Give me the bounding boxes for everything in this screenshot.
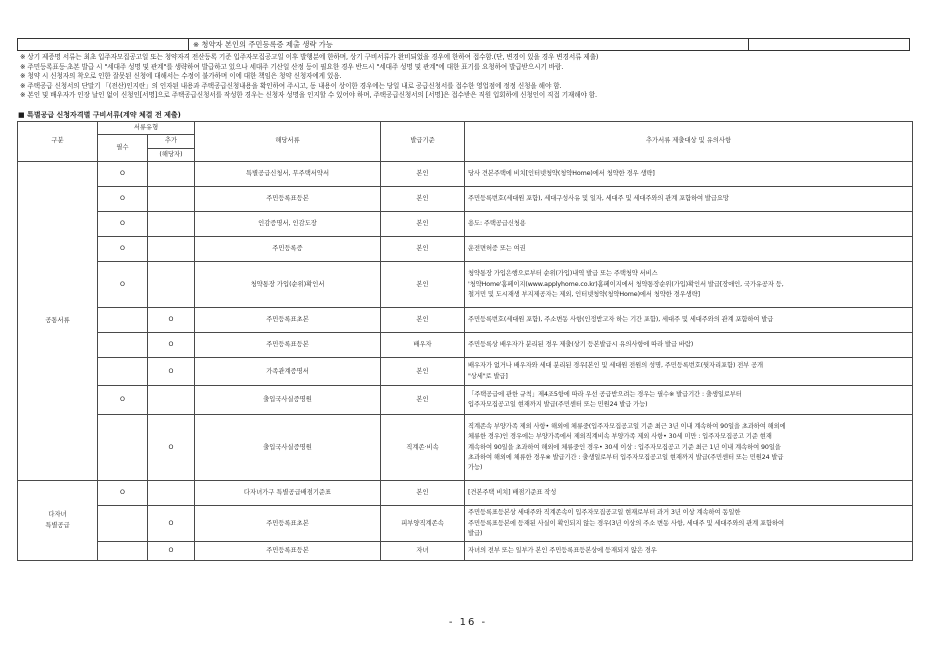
issuer: 본인: [381, 187, 465, 212]
document-name: 주민등록표등본: [195, 187, 381, 212]
documents-table: [17, 121, 913, 561]
required-mark: [98, 506, 148, 542]
document-name: 출입국사실증명원: [195, 386, 381, 415]
note-line: 「주택공급에 관한 규칙」제4조5항에 따라 우선 공급받으려는 경우는 필수※ 발급기간 : 출생일로부터: [468, 390, 742, 398]
category-label: 특별공급: [45, 521, 70, 529]
required-mark: [98, 308, 148, 333]
additional-mark: O: [148, 358, 195, 386]
note-line: 주민등록상 배우자가 분리된 경우 제출(상기 등본발급시 유의사항에 따라 발급 바람): [468, 341, 694, 349]
required-mark: O: [98, 481, 148, 506]
issuer: 직계존·비속: [381, 415, 465, 481]
header-notes: 추가서류 제출대상 및 유의사항: [465, 122, 913, 162]
document-name: 주민등록증: [195, 237, 381, 262]
note-line: [견본주택 비치] 배점기준표 작성: [468, 489, 557, 497]
header-required: 필수: [98, 135, 148, 162]
table-row: [18, 506, 913, 542]
group1-label: [18, 162, 98, 481]
issuer: 본인: [381, 358, 465, 386]
document-name: 출입국사실증명원: [195, 415, 381, 481]
issuer: 본인: [381, 308, 465, 333]
required-mark: [98, 542, 148, 561]
additional-mark: [148, 187, 195, 212]
note-line: 주민등록표등본에 등재된 사실이 확인되지 않는 경우(3년 이상의 주소 변동 사항, 세대주 및 세대주와의 관계 포함하여: [468, 519, 784, 527]
section-title: ■ 특별공급 신청자격별 구비서류(계약 체결 전 제출): [18, 111, 181, 119]
note-line: 자녀의 전부 또는 일부가 본인 주민등록표등본상에 등재되지 않은 경우: [468, 547, 657, 555]
document-name: 주민등록표등본: [195, 542, 381, 561]
note-line: ※ 상기 제증명 서류는 최초 입주자모집공고일 또는 청약자격 전산등록 기준 입주자모집공고일 이후 발행분에 한하며, 상기 구비서류가 완비되었을 경우에 한하여 접수함.(단, 변경이 있을 경우 변경서류 제출): [20, 53, 599, 61]
additional-mark: O: [148, 415, 195, 481]
header-category: 구분: [18, 122, 98, 162]
top-note: ※ 청약자 본인의 주민등록증 제출 생략 가능: [193, 40, 333, 49]
document-name: 가족관계증명서: [195, 358, 381, 386]
required-mark: [98, 358, 148, 386]
required-mark: O: [98, 187, 148, 212]
table-row: [18, 415, 913, 481]
table-row: [18, 358, 913, 386]
notes-cell: [465, 542, 913, 561]
table-row: [18, 237, 913, 262]
category-label: 다자녀: [48, 511, 67, 519]
issuer: 본인: [381, 262, 465, 308]
notes-cell: [465, 506, 913, 542]
document-name: 인감증명서, 인감도장: [195, 212, 381, 237]
issuer: 자녀: [381, 542, 465, 561]
table-row: [18, 212, 913, 237]
additional-mark: [148, 262, 195, 308]
note-line: ※ 주민등록표등·초본 발급 시 "세대주 성명 및 관계"를 생략하여 발급하고 있으나 세대주 기산일 산정 등이 필요한 경우 반드시 "세대주 성명 및 관계"에 대한 표기를 요청하여 발급받으시기 바람.: [20, 62, 564, 71]
note-line: 철거민 및 도시재생 부지제공자는 제외, 인터넷청약(청약Home)에서 청약한 경우생략]: [468, 290, 700, 298]
note-line: 계속하여 90일을 초과하여 해외에 체류중인 경우• 30세 이상 : 입주자모집공고 기준 최근 1년 이내 계속하여 90일을: [468, 443, 781, 451]
notes-block: [20, 53, 920, 101]
note-line: 주민등록표등본상 세대주와 직계존속이 입주자모집공고일 현재로부터 과거 3년 이상 계속하여 동일한: [468, 509, 741, 517]
note-line: ※ 본인 및 배우자가 인장 날인 없이 신청인[서명]으로 주택공급신청서를 작성한 경우는 신청자 성명을 인지할 수 있어야 하며, 주택공급신청서의 [서명]은 접수받은 직원 입회하에 신청인이 직접 기재해야 함.: [20, 91, 598, 100]
notes-cell: [465, 237, 913, 262]
table-body: [18, 162, 913, 561]
header-doc-type: 서류유형: [98, 122, 195, 135]
required-mark: O: [98, 162, 148, 187]
document-name: 주민등록표등본: [195, 333, 381, 358]
table-row: [18, 542, 913, 561]
additional-mark: [148, 481, 195, 506]
additional-mark: O: [148, 506, 195, 542]
note-line: 입주자모집공고일 현재까지 발급(주민센터 또는 민원24 발급 가능): [468, 401, 648, 409]
document-name: 주민등록표초본: [195, 308, 381, 333]
notes-cell: [465, 262, 913, 308]
notes-cell: [465, 333, 913, 358]
category-label: 공통서류: [45, 317, 70, 325]
header-document: 해당서류: [195, 122, 381, 162]
notes-cell: [465, 386, 913, 415]
note-line: 주민등록번호(세대원 포함), 세대구성사유 및 일자, 세대주 및 세대주와의 관계 포함하여 발급요망: [468, 195, 729, 203]
required-mark: O: [98, 386, 148, 415]
group2-label: [18, 481, 98, 561]
document-name: 특별공급신청서, 무주택서약서: [195, 162, 381, 187]
table-row: [18, 308, 913, 333]
notes-cell: [465, 212, 913, 237]
issuer: 배우자: [381, 333, 465, 358]
table-row: [18, 386, 913, 415]
document-name: 다자녀가구 특별공급배점기준표: [195, 481, 381, 506]
header-additional-sub: (해당자): [148, 148, 195, 161]
table-row: [18, 481, 913, 506]
notes-cell: [465, 415, 913, 481]
required-mark: O: [98, 237, 148, 262]
note-line: 당사 견본주택에 비치[인터넷청약(청약Home)에서 청약한 경우 생략]: [468, 170, 655, 178]
additional-mark: [148, 237, 195, 262]
notes-cell: [465, 162, 913, 187]
required-mark: [98, 415, 148, 481]
header-issuer: 발급기준: [381, 122, 465, 162]
note-line: 주민등록번호(세대원 포함), 주소변동 사항(인정받고자 하는 기간 포함), 세대주 및 세대주와의 관계 포함하여 발급: [468, 316, 774, 324]
page-number: - 16 -: [448, 617, 488, 628]
issuer: 피부양직계존속: [381, 506, 465, 542]
note-line: 직계존속 부양가족 제외 사항• 해외에 체류중(입주자모집공고일 기준 최근 3년 이내 계속하여 90일을 초과하여 해외에: [468, 422, 786, 430]
additional-mark: O: [148, 542, 195, 561]
table-row: [18, 333, 913, 358]
issuer: 본인: [381, 212, 465, 237]
notes-cell: [465, 187, 913, 212]
notes-cell: [465, 308, 913, 333]
note-line: ※ 주택공급 신청서의 단말기 「(전산)인지란」의 인자된 내용과 주택공급신청내용을 확인하여 주시고, 동 내용이 상이한 경우에는 당일 내로 공급신청서를 접수한 영업점에 정정 신청을 해야 함.: [20, 81, 562, 90]
note-line: 가능): [468, 464, 483, 472]
issuer: 본인: [381, 237, 465, 262]
required-mark: O: [98, 212, 148, 237]
table-row: [18, 162, 913, 187]
note-line: "상세"로 발급]: [468, 372, 508, 380]
additional-mark: [148, 212, 195, 237]
note-line: 청약통장 가입은행으로부터 순위(가입)내역 발급 또는 주택청약 서비스: [468, 270, 658, 278]
header-additional: 추가: [148, 135, 195, 148]
issuer: 본인: [381, 386, 465, 415]
document-name: 청약통장 가입(순위)확인서: [195, 262, 381, 308]
table-row: [18, 187, 913, 212]
note-line: 운전면허증 또는 여권: [468, 245, 526, 253]
note-line: ※ 청약 시 신청자의 착오로 인한 잘못된 신청에 대해서는 수정이 불가하며 이에 대한 책임은 청약 신청자에게 있음.: [20, 72, 342, 81]
additional-mark: O: [148, 333, 195, 358]
required-mark: O: [98, 262, 148, 308]
issuer: 본인: [381, 481, 465, 506]
additional-mark: [148, 386, 195, 415]
document-name: 주민등록표초본: [195, 506, 381, 542]
issuer: 본인: [381, 162, 465, 187]
additional-mark: O: [148, 308, 195, 333]
top-note-box: [17, 38, 910, 51]
additional-mark: [148, 162, 195, 187]
table-row: [18, 262, 913, 308]
note-line: '청약Home'홈페이지(www.applyhome.co.kr)홈페이지에서 청약통장순위(가입)확인서 발급[장애인, 국가유공자 등,: [468, 280, 784, 288]
notes-cell: [465, 358, 913, 386]
note-line: 체류한 경우)인 경우에는 부양가족에서 제외직계비속 부양가족 제외 사항• 30세 미만 : 입주자모집공고 기준 현재: [468, 433, 772, 441]
required-mark: [98, 333, 148, 358]
note-line: 용도: 주택공급신청용: [468, 220, 526, 228]
notes-cell: [465, 481, 913, 506]
note-line: 배우자가 없거나 배우자와 세대 분리된 경우[본인 및 세대원 전원의 성명, 주민등록번호(뒷자리포함) 전부 공개: [468, 362, 764, 370]
note-line: 발급): [468, 529, 483, 537]
note-line: 초과하여 해외에 체류한 경우※ 발급기간 : 출생일로부터 입주자모집공고일 현재까지 발급(주민센터 또는 민원24 발급: [468, 453, 784, 461]
